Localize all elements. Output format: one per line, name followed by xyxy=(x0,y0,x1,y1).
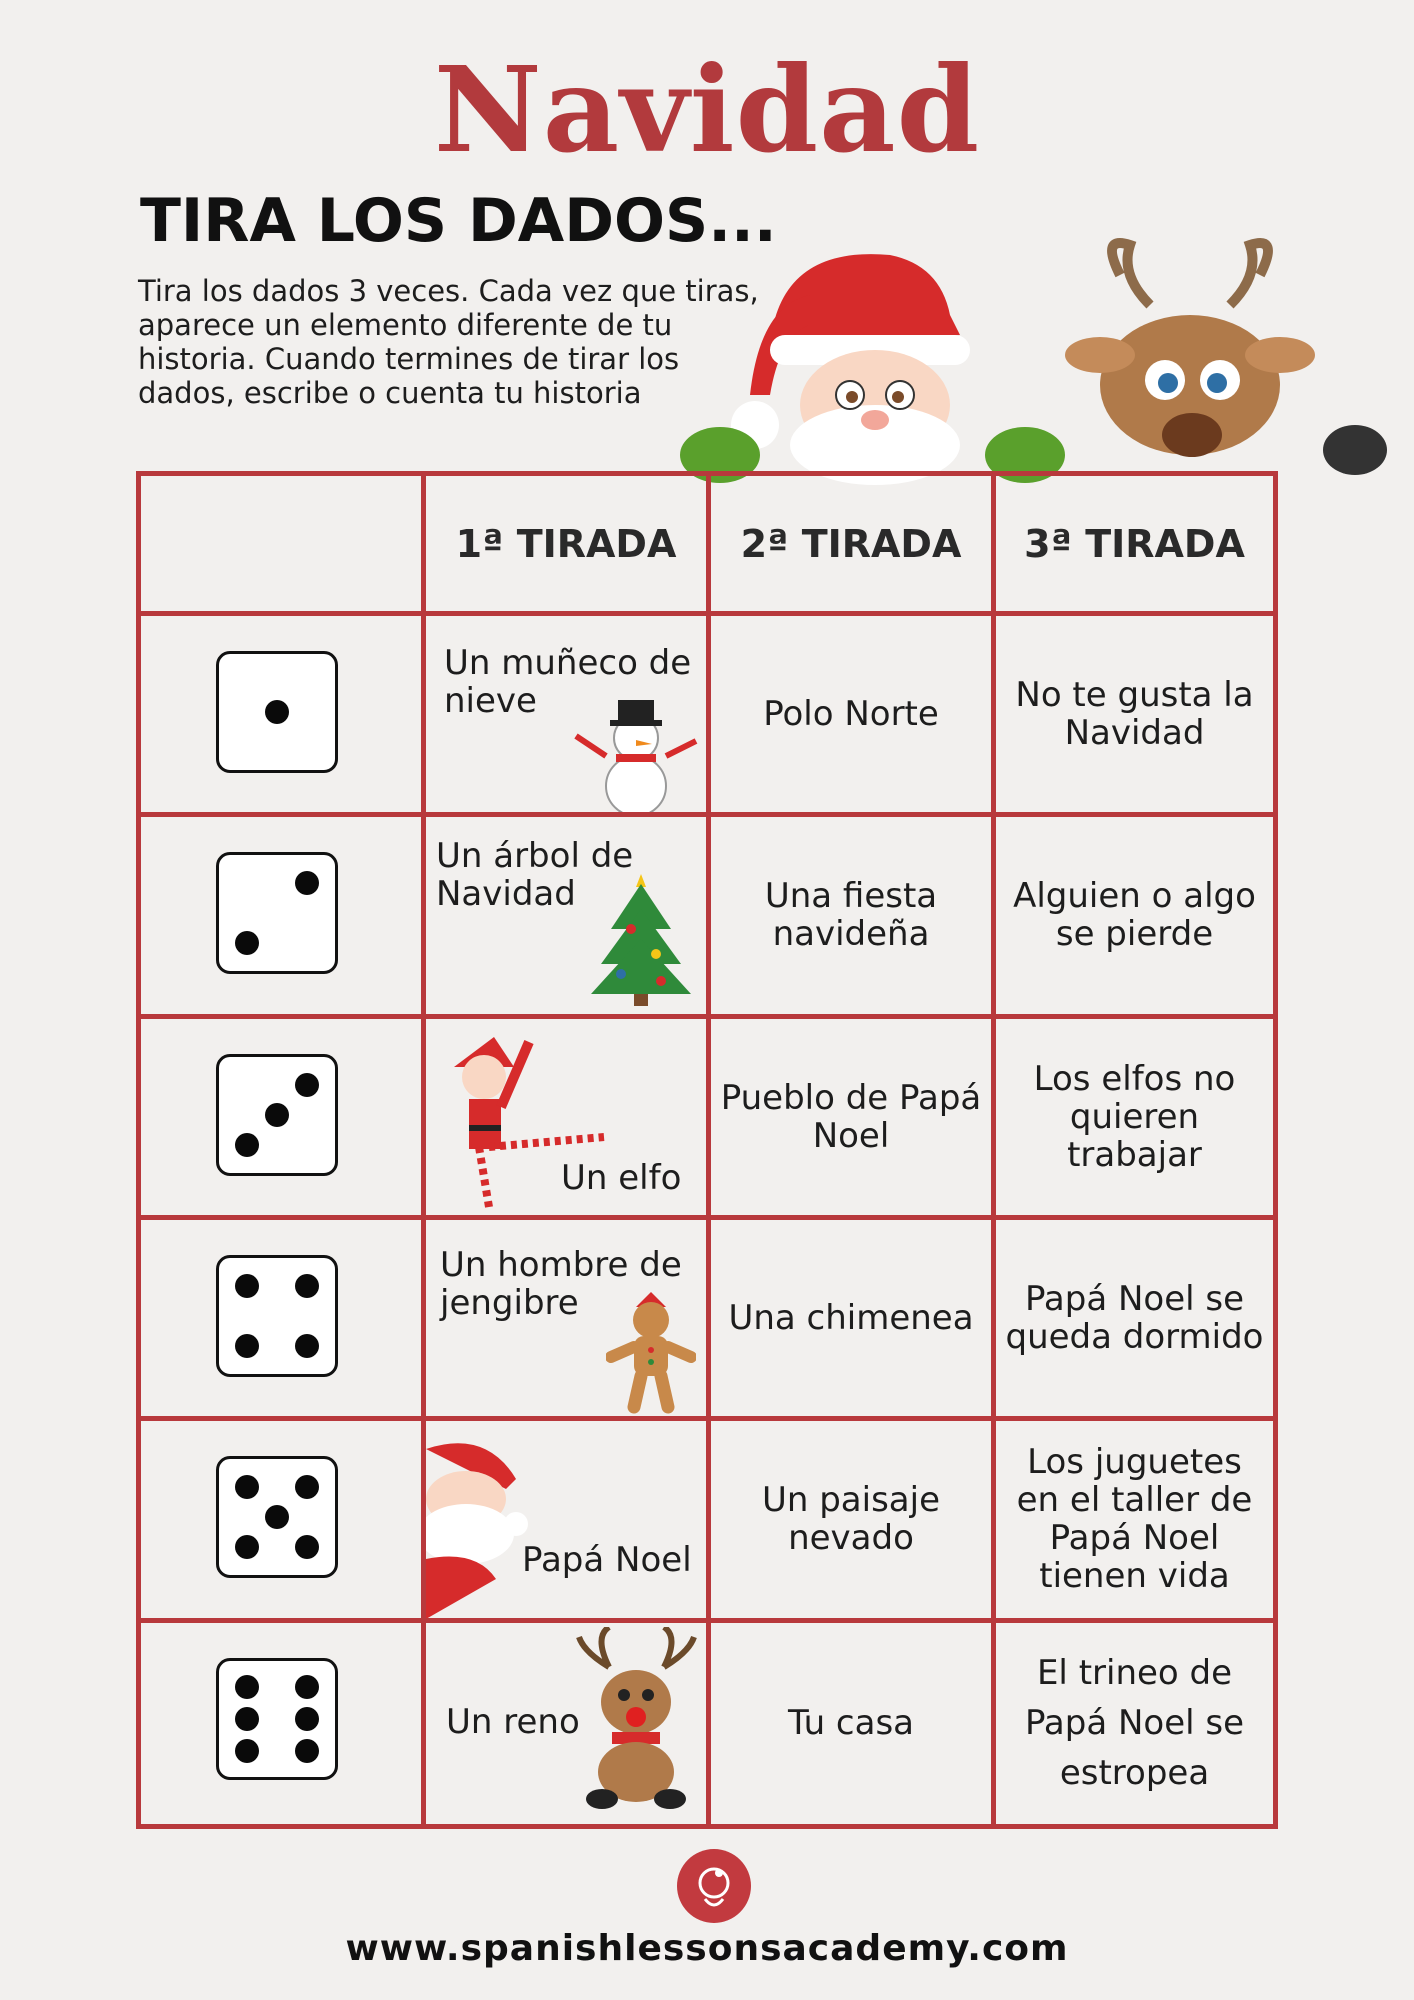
second-roll-cell-1: Polo Norte xyxy=(711,616,996,817)
third-roll-cell-1: No te gusta la Navidad xyxy=(996,616,1273,817)
first-roll-cell-6 xyxy=(426,1623,711,1824)
die-six-icon xyxy=(216,1658,338,1780)
page-title: Navidad xyxy=(433,40,981,179)
first-roll-cell-4 xyxy=(426,1220,711,1421)
second-roll-cell-4: Una chimenea xyxy=(711,1220,996,1421)
die-one-icon xyxy=(216,651,338,773)
third-roll-cell-4: Papá Noel se queda dormido xyxy=(996,1220,1273,1421)
reindeer-peeking-illustration xyxy=(1060,235,1400,485)
second-roll-cell-6: Tu casa xyxy=(711,1623,996,1824)
third-roll-cell-3: Los elfos no quieren trabajar xyxy=(996,1019,1273,1220)
subtitle: TIRA LOS DADOS... xyxy=(140,186,777,256)
die-cell-4 xyxy=(141,1220,426,1421)
santa-peeking-illustration xyxy=(660,215,1100,485)
first-roll-cell-3 xyxy=(426,1019,711,1220)
second-roll-cell-5: Un paisaje nevado xyxy=(711,1421,996,1622)
brand-logo-icon xyxy=(677,1849,751,1923)
first-roll-cell-2 xyxy=(426,817,711,1018)
first-roll-cell-5 xyxy=(426,1421,711,1622)
first-roll-text: Papá Noel xyxy=(522,1540,692,1581)
die-cell-1 xyxy=(141,616,426,817)
header-empty xyxy=(141,476,426,616)
gingerbread-man-icon xyxy=(606,1292,696,1417)
first-roll-cell-1 xyxy=(426,616,711,817)
second-roll-cell-2: Una fiesta navideña xyxy=(711,817,996,1018)
second-roll-cell-3: Pueblo de Papá Noel xyxy=(711,1019,996,1220)
instructions-text: Tira los dados 3 veces. Cada vez que tiras, aparece un elemento diferente de tu historia. Cuando termines de tirar los dados, escribe o cuenta tu historia xyxy=(138,274,759,410)
first-roll-text: Un hombre de jengibre xyxy=(440,1244,682,1323)
christmas-tree-icon xyxy=(586,869,696,1009)
first-roll-text: Un árbol de Navidad xyxy=(436,836,634,915)
snowman-icon xyxy=(566,686,706,816)
third-roll-cell-5: Los juguetes en el taller de Papá Noel tienen vida xyxy=(996,1421,1273,1622)
story-dice-table xyxy=(136,471,1278,1829)
die-cell-6 xyxy=(141,1623,426,1824)
header-third-roll: 3ª TIRADA xyxy=(996,476,1273,616)
header-second-roll: 2ª TIRADA xyxy=(711,476,996,616)
die-cell-5 xyxy=(141,1421,426,1622)
die-cell-2 xyxy=(141,817,426,1018)
third-roll-cell-2: Alguien o algo se pierde xyxy=(996,817,1273,1018)
die-four-icon xyxy=(216,1255,338,1377)
first-roll-text: Un muñeco de nieve xyxy=(444,643,692,721)
first-roll-text: Un reno xyxy=(446,1701,580,1742)
die-two-icon xyxy=(216,852,338,974)
die-three-icon xyxy=(216,1054,338,1176)
santa-claus-icon xyxy=(426,1429,536,1619)
reindeer-icon xyxy=(574,1627,699,1812)
header-first-roll: 1ª TIRADA xyxy=(426,476,711,616)
website-url[interactable]: www.spanishlessonsacademy.com xyxy=(345,1928,1069,1969)
first-roll-text: Un elfo xyxy=(561,1157,682,1198)
die-five-icon xyxy=(216,1456,338,1578)
third-roll-cell-6: El trineo de Papá Noel se estropea xyxy=(1024,1653,1245,1794)
die-cell-3 xyxy=(141,1019,426,1220)
